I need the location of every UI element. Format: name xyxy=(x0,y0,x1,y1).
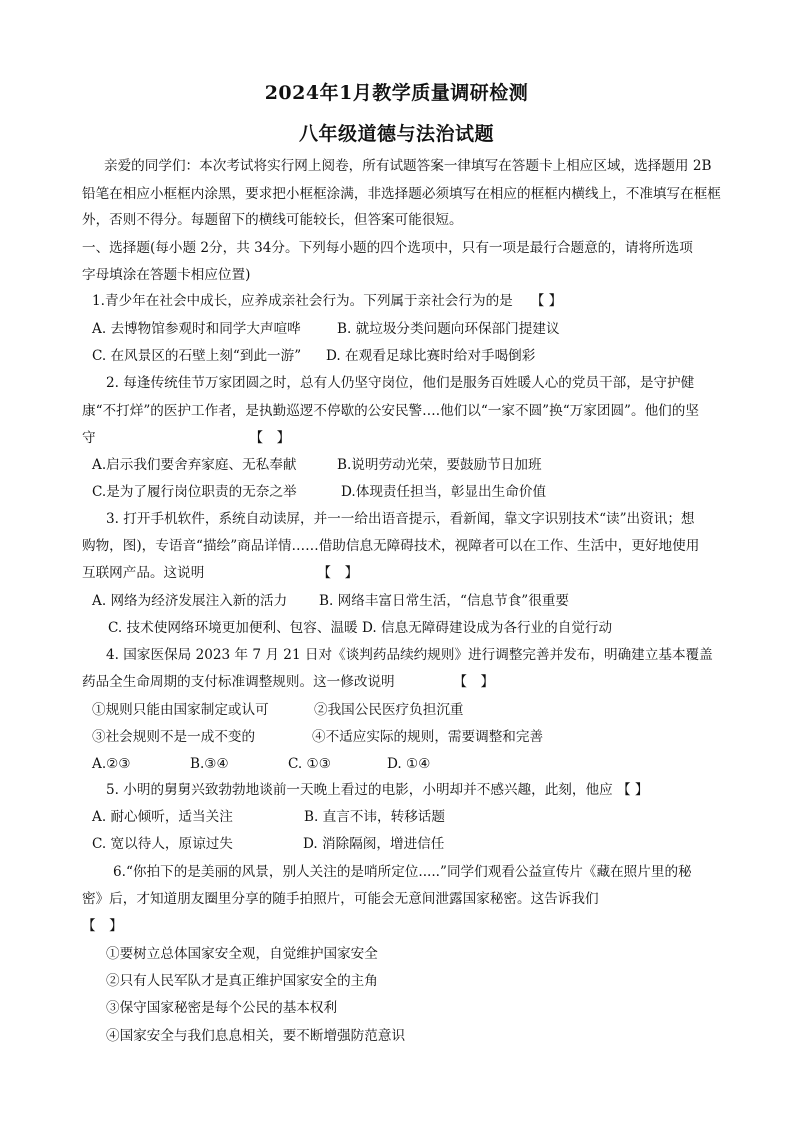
q2-option-a: A.启示我们要舍弃家庭、无私奉献 xyxy=(92,457,297,473)
q3-stem-line-2: 购物，图)，专语音“描绘”商品详情……借助信息无障碍技术，视障者可以在工作、生活中，更好地使用 xyxy=(82,538,700,554)
q4-statement-3: ③社会规则不是一成不变的 xyxy=(92,729,256,745)
q4-option-c: C. ①③ xyxy=(288,756,331,772)
q1-option-b: B. 就垃圾分类问题向环保部门提建议 xyxy=(337,321,560,337)
q4-option-d: D. ①④ xyxy=(387,756,431,772)
q4-stem-line-1: 4. 国家医保局 2023 年 7 月 21 日对《谈判药品续约规则》进行调整完善并发布，明确建立基本覆盖 xyxy=(106,647,713,663)
q5-option-b: B. 直言不讳，转移话题 xyxy=(304,809,445,825)
q5-option-d: D. 消除隔阂，增进信任 xyxy=(303,836,445,852)
q1-option-c: C. 在风景区的石壁上刻“到此一游” xyxy=(92,348,302,364)
q2-stem-line-1: 2. 每逢传统佳节万家团圆之时，总有人仍坚守岗位，他们是服务百姓暖人心的党员干部，是守护健 xyxy=(106,375,695,391)
q6-stem-line-2: 密》后，才知道朋友圈里分享的随手拍照片，可能会无意间泄露国家秘密。这告诉我们 xyxy=(82,891,599,907)
q2-option-b: B.说明劳动光荣，要鼓励节日加班 xyxy=(337,457,542,473)
exam-title: 2024年1月教学质量调研检测 xyxy=(264,82,529,104)
q6-statement-2: ②只有人民军队才是真正维护国家安全的主角 xyxy=(106,973,378,989)
q4-statement-4: ④不适应实际的规则，需要调整和完善 xyxy=(312,729,544,745)
section-heading-2: 字母填涂在答题卡相应位置) xyxy=(82,267,251,283)
q3-option-b: B. 网络丰富日常生活，“信息节食”很重要 xyxy=(319,593,570,609)
q5-option-a: A. 耐心倾听，适当关注 xyxy=(92,809,233,825)
q1-option-d: D. 在观看足球比赛时给对手喝倒彩 xyxy=(326,348,536,364)
q3-option-a: A. 网络为经济发展注入新的活力 xyxy=(92,593,288,609)
q2-stem-line-2: 康“不打烊”的医护工作者，是执勤巡逻不停歇的公安民警….他们以“一家不圆”换“万家团圆”。他们的坚 xyxy=(82,403,699,419)
q3-stem-line-1: 3. 打开手机软件，系统自动读屏，并一一给出语音提示，看新闻，靠文字识别技术“读”出资讯；想 xyxy=(106,511,695,527)
intro-line-3: 外，否则不得分。每题留下的横线可能较长，但答案可能很短。 xyxy=(82,212,463,228)
q6-stem-line-3: 【 】 xyxy=(82,918,123,934)
q5-option-c: C. 宽以待人，原谅过失 xyxy=(92,836,233,852)
q1-option-a: A. 去博物馆参观时和同学大声喧哗 xyxy=(92,321,301,337)
exam-subtitle: 八年级道德与法治试题 xyxy=(298,123,494,145)
q1-stem: 1.青少年在社会中成长，应养成亲社会行为。下列属于亲社会行为的是 【 】 xyxy=(92,293,563,309)
q6-statement-1: ①要树立总体国家安全观，自觉维护国家安全 xyxy=(106,946,378,962)
q2-option-d: D.体现责任担当，彰显出生命价值 xyxy=(341,484,547,500)
intro-line-2: 铅笔在相应小框框内涂黑，要求把小框框涂满，非选择题必须填写在相应的框框内横线上，不准填写在框框 xyxy=(82,186,721,202)
q4-statement-2: ②我国公民医疗负担沉重 xyxy=(314,702,464,718)
q2-stem-line-3: 守 【 】 xyxy=(82,430,291,446)
q5-stem: 5. 小明的舅舅兴致勃勃地谈前一天晚上看过的电影，小明却并不感兴趣，此刻，他应 【 】 xyxy=(106,782,649,798)
intro-line-1: 亲爱的同学们：本次考试将实行网上阅卷，所有试题答案一律填写在答题卡上相应区域，选择题用 2B xyxy=(104,158,712,174)
q2-option-c: C.是为了履行岗位职责的无奈之举 xyxy=(92,484,297,500)
q4-statement-1: ①规则只能由国家制定或认可 xyxy=(92,702,269,718)
q4-option-b: B.③④ xyxy=(190,756,229,772)
q6-statement-4: ④国家安全与我们息息相关，要不断增强防范意识 xyxy=(106,1028,406,1044)
q6-statement-3: ③保守国家秘密是每个公民的基本权利 xyxy=(106,1000,338,1016)
q3-stem-line-3: 互联网产品。这说明 【 】 xyxy=(82,565,359,581)
q6-stem-line-1: 6.“你拍下的是美丽的风景，别人关注的是哨所定位.....”同学们观看公益宣传片《藏在照片里的秘 xyxy=(113,864,692,880)
section-heading-1: 一、选择题(每小题 2分，共 34分。下列每小题的四个选项中，只有一项是最行合题意的，请将所选项 xyxy=(82,240,693,256)
q4-stem-line-2: 药品全生命周期的支付标准调整规则。这一修改说明 【 】 xyxy=(82,674,495,690)
q4-option-a: A.②③ xyxy=(92,756,131,772)
q3-option-cd: C. 技术使网络环境更加便利、包容、温暖 D. 信息无障碍建设成为各行业的自觉行动 xyxy=(108,620,613,636)
